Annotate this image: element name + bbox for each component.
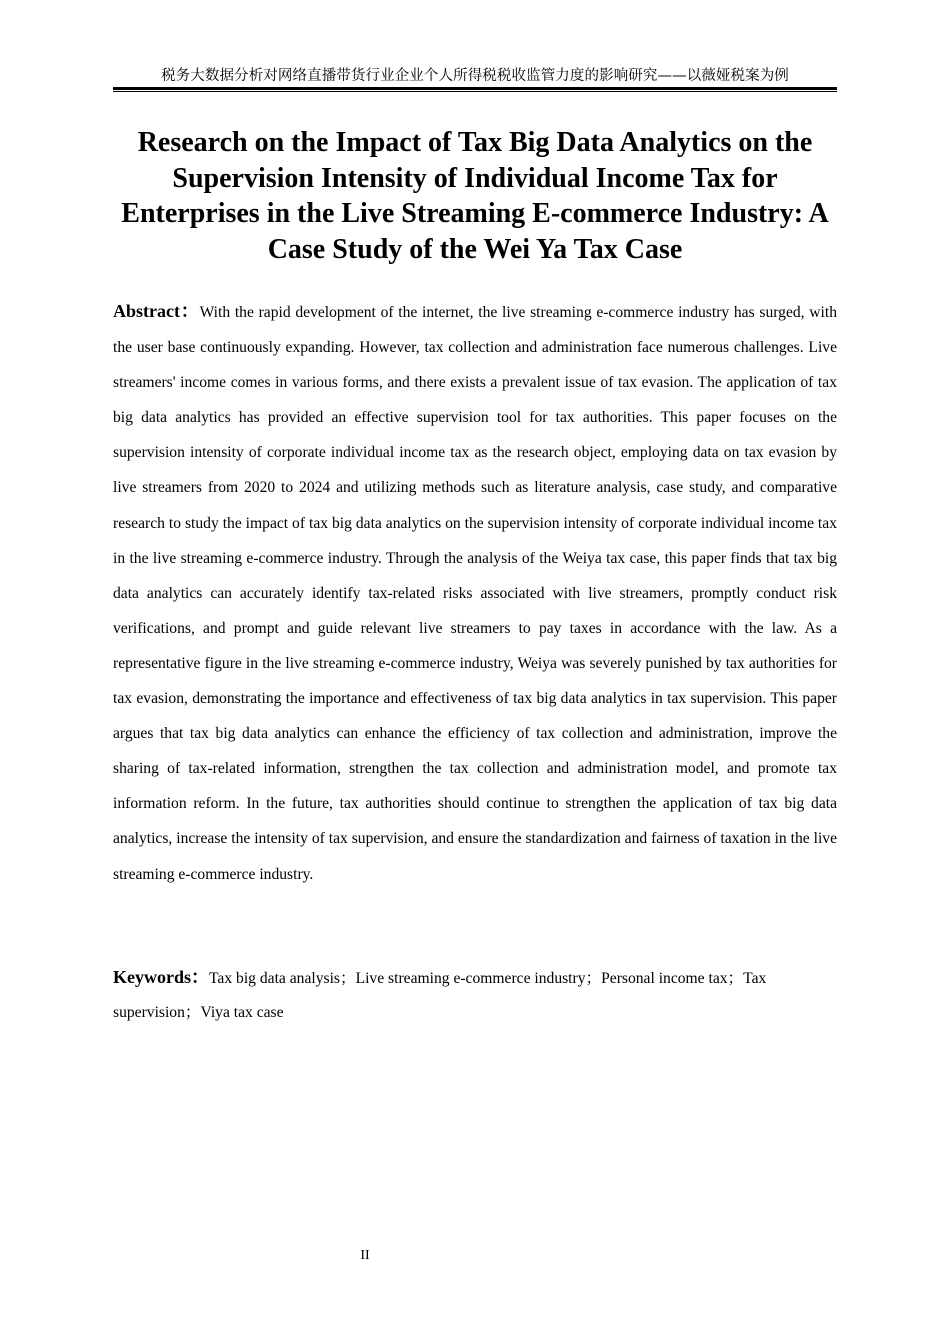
abstract-text: With the rapid development of the internet, the live streaming e-commerce industry has surged, with the user base continuously expanding. However, tax collection and administration face numerous challenges. Live streamers' income comes in various forms, and there exists a prevalent issue of tax evasion. The application of tax big data analytics has provided an effective supervision tool for tax authorities. This paper focuses on the supervision intensity of corporate individual income tax as the research object, employing data on tax evasion by live streamers from 2020 to 2024 and utilizing methods such as literature analysis, case study, and comparative research to study the impact of tax big data analytics on the supervision intensity of corporate individual income tax in the live streaming e-commerce industry. Through the analysis of the Weiya tax case, this paper finds that tax big data analytics can accurately identify tax-related risks associated with live streamers, promptly conduct risk verifications, and prompt and guide relevant live streamers to pay taxes in accordance with the law. As a representative figure in the live streaming e-commerce industry, Weiya was severely punished by tax authorities for tax evasion, demonstrating the importance and effectiveness of tax big data analytics in tax supervision. This paper argues that tax big data analytics can enhance the efficiency of tax collection and administration, improve the sharing of tax-related information, strengthen the tax collection and administration model, and promote tax information reform. In the future, tax authorities should continue to strengthen the application of tax big data analytics, increase the intensity of tax supervision, and ensure the standardization and fairness of taxation in the live streaming e-commerce industry. (113, 304, 837, 883)
header-rule-thin (113, 91, 837, 92)
abstract-paragraph (113, 294, 837, 892)
header-rule-thick (113, 87, 837, 90)
page-number: II (360, 1248, 370, 1263)
keywords-paragraph (113, 960, 837, 1030)
keywords-text: Tax big data analysis；Live streaming e-commerce industry；Personal income tax；Tax supervision；Viya tax case (113, 970, 767, 1021)
running-header: 税务大数据分析对网络直播带货行业企业个人所得税税收监管力度的影响研究——以薇娅税案为例 (161, 68, 789, 84)
paper-title: Research on the Impact of Tax Big Data Analytics on the Supervision Intensity of Individual Income Tax for Enterprises in the Live Streaming E-commerce Industry: A Case Study of the Wei Ya Tax Case (121, 127, 829, 265)
abstract-label: Abstract： (113, 301, 200, 321)
keywords-label: Keywords： (113, 967, 209, 987)
